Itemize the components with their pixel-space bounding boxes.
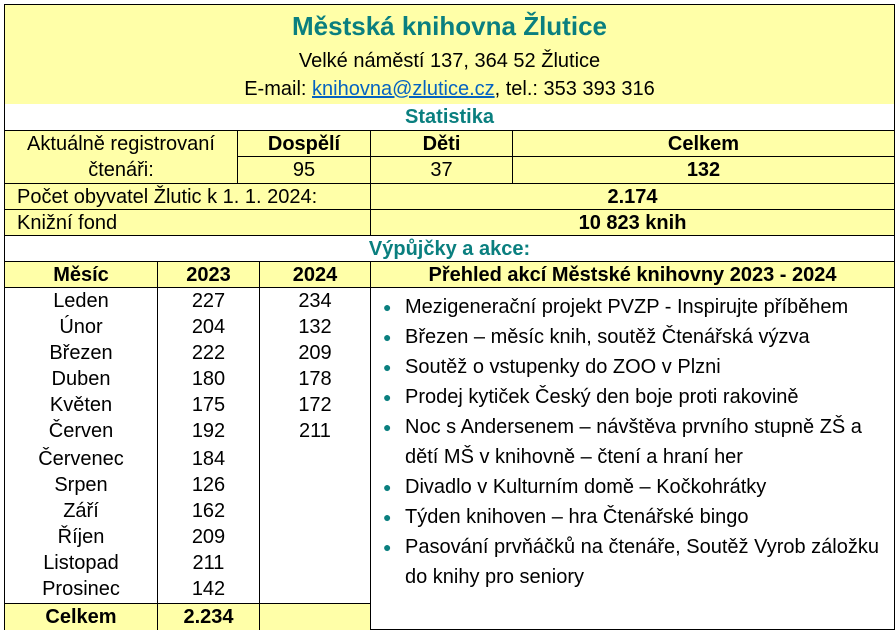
month-cell: Březen [49,342,113,364]
bullet-icon: ● [383,329,392,345]
month-cell: Červenec [38,448,124,470]
readers-label-line1: Aktuálně registrovaní [27,133,215,155]
email-link[interactable]: knihovna@zlutice.cz [312,78,495,100]
value-2023-cell: 184 [191,448,226,470]
table-row [5,288,370,314]
event-text: Prodej kytiček Český den boje proti rakovině [405,386,799,408]
table-row [5,392,370,418]
children-label: Děti [422,133,461,155]
value-2024-cell [260,446,370,472]
list-item [371,532,886,592]
table-row [5,498,370,524]
value-2023-cell: 175 [191,394,226,416]
adults-value: 95 [292,159,316,181]
statistics-heading: Statistika [5,104,894,130]
value-2024-cell: 234 [298,290,332,312]
value-2023-cell: 192 [191,420,226,442]
events-list [371,292,886,592]
list-item [371,322,886,352]
divider [238,156,894,157]
divider [370,184,371,209]
event-text: Noc s Andersenem – návštěva prvního stupně ZŠ a dětí MŠ v knihovně – čtení a hraní her [405,416,862,468]
value-2023-cell: 211 [192,552,225,574]
value-2024-cell [260,576,370,602]
totals-label: Celkem [45,606,117,628]
library-address: Velké náměstí 137, 364 52 Žlutice [298,50,601,72]
bullet-icon: ● [383,539,392,555]
contact-suffix: , tel.: 353 393 316 [494,78,655,100]
month-cell: Červen [48,420,114,442]
table-row [5,472,370,498]
divider [259,604,260,630]
value-2023-cell: 142 [191,578,226,600]
divider [237,131,238,183]
value-2023-cell: 209 [191,526,226,548]
value-2024-cell: 209 [298,342,332,364]
list-item [371,352,886,382]
list-item [371,382,886,412]
bullet-icon: ● [383,299,392,315]
totals-2023-value: 2.234 [183,606,234,628]
value-2023-cell: 222 [191,342,226,364]
event-text: Divadlo v Kulturním domě – Kočkohrátky [405,476,767,498]
value-2024-cell: 178 [298,368,332,390]
column-header-month: Měsíc [53,263,109,286]
population-label: Počet obyvatel Žlutic k 1. 1. 2024: [17,185,318,208]
fund-label: Knižní fond [17,211,118,234]
month-cell: Prosinec [42,578,120,600]
total-value: 132 [686,159,721,181]
event-text: Týden knihoven – hra Čtenářské bingo [405,506,749,528]
events-panel [371,292,886,628]
divider [370,210,371,235]
table-row [5,550,370,576]
month-cell: Říjen [57,526,105,548]
table-row [5,524,370,550]
table-row [5,446,370,472]
value-2024-cell: 211 [299,420,331,442]
column-header-2024: 2024 [292,263,338,286]
bullet-icon: ● [383,359,392,375]
table-row [5,418,370,444]
library-title: Městská knihovna Žlutice [292,11,607,41]
divider [157,604,158,630]
bullet-icon: ● [383,419,392,435]
loans-heading: Výpůjčky a akce: [5,236,894,261]
header [5,5,894,104]
list-item [371,412,886,472]
value-2023-cell: 204 [191,316,226,338]
total-label: Celkem [667,133,740,155]
month-cell: Leden [53,290,109,312]
month-cell: Duben [51,368,111,390]
month-cell: Září [63,500,99,522]
table-row [5,314,370,340]
contact-prefix: E-mail: [244,78,313,100]
value-2023-cell: 180 [191,368,226,390]
readers-label-line2: čtenáři: [88,159,154,181]
list-item [371,472,886,502]
value-2024-cell: 132 [298,316,332,338]
list-item [371,292,886,322]
divider [370,131,371,183]
population-value: 2.174 [607,185,658,208]
divider [512,131,513,183]
children-value: 37 [430,159,453,181]
column-header-2023: 2023 [186,263,231,286]
month-cell: Květen [49,394,113,416]
value-2024-cell: 172 [298,394,332,416]
table-row [5,366,370,392]
value-2024-cell [260,550,370,576]
library-contact [5,75,894,103]
value-2023-cell: 126 [191,474,226,496]
value-2023-cell: 227 [191,290,226,312]
adults-label: Dospělí [267,133,341,155]
value-2024-cell [260,498,370,524]
table-row [5,340,370,366]
fund-value: 10 823 knih [578,211,687,234]
bullet-icon: ● [383,389,392,405]
bullet-icon: ● [383,509,392,525]
event-text: Mezigenerační projekt PVZP - Inspirujte příběhem [405,296,849,318]
event-text: Pasování prvňáčků na čtenáře, Soutěž Vyrob záložku do knihy pro seniory [405,536,879,588]
list-item [371,502,886,532]
value-2024-cell [260,472,370,498]
events-heading: Přehled akcí Městské knihovny 2023 - 2024 [428,263,837,286]
event-text: Březen – měsíc knih, soutěž Čtenářská výzva [405,326,810,348]
month-cell: Únor [59,316,103,338]
month-cell: Srpen [54,474,108,496]
value-2023-cell: 162 [191,500,226,522]
bullet-icon: ● [383,479,392,495]
month-cell: Listopad [43,552,119,574]
table-row [5,576,370,602]
event-text: Soutěž o vstupenky do ZOO v Plzni [405,356,721,378]
value-2024-cell [260,524,370,550]
